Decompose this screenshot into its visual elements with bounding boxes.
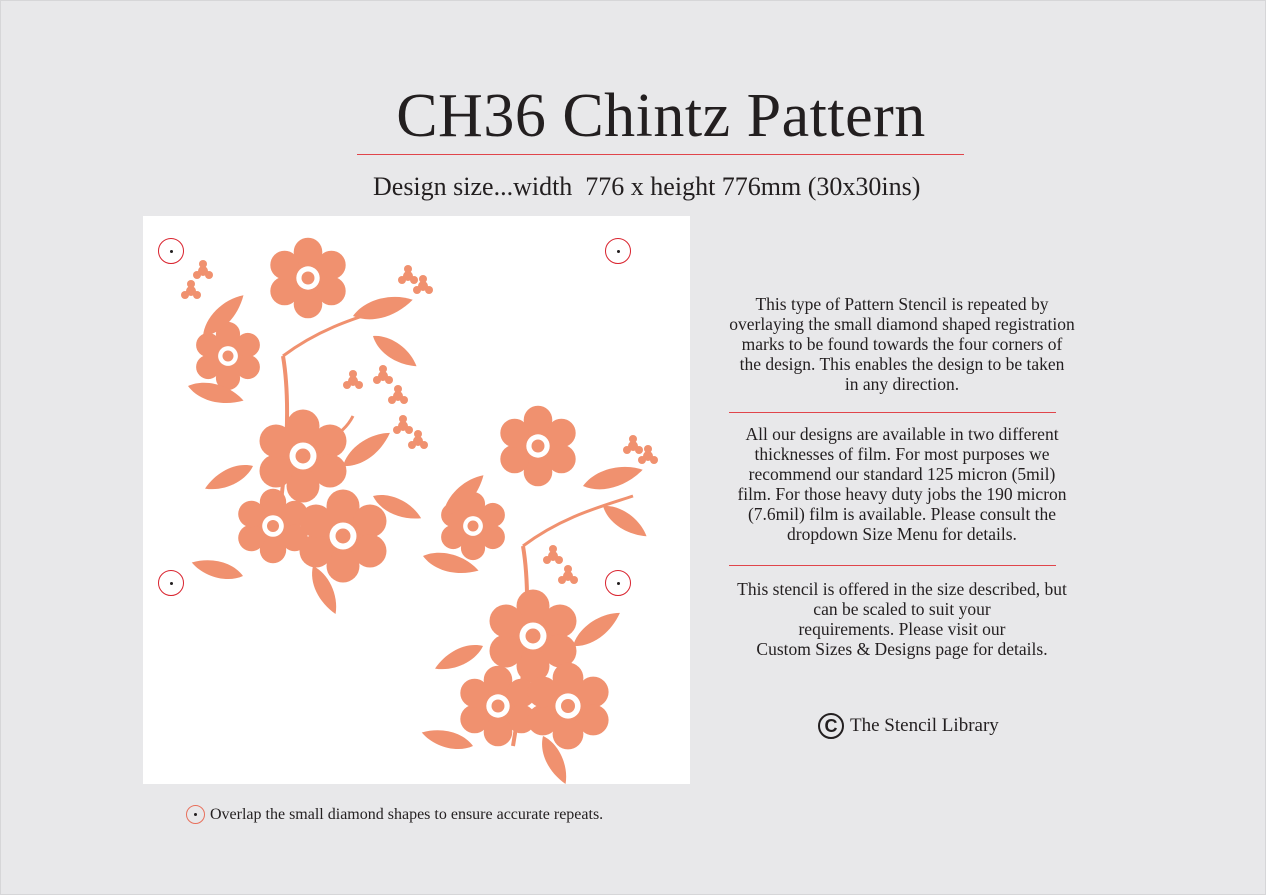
- registration-mark-bottom-left: [158, 570, 184, 596]
- info-paragraph-film: [712, 424, 1092, 544]
- registration-dot-icon: [170, 250, 173, 253]
- registration-mark-top-left: [158, 238, 184, 264]
- registration-dot-icon: [194, 813, 197, 816]
- info-paragraph-sizes: [712, 579, 1092, 659]
- registration-dot-icon: [617, 582, 620, 585]
- page-title: CH36 Chintz Pattern: [396, 82, 926, 150]
- brand-copyright: [818, 710, 999, 742]
- info-paragraph-repeat: [712, 294, 1092, 394]
- info-text-sizes: This stencil is offered in the size described, but can be scaled to suit your requirements. Please visit our Custom Sizes & Designs page for details.: [737, 579, 1067, 659]
- registration-circle-icon: [186, 805, 205, 824]
- info-divider-2: [729, 565, 1056, 566]
- title-divider: [357, 154, 964, 155]
- registration-dot-icon: [170, 582, 173, 585]
- brand-name: The Stencil Library: [850, 715, 999, 736]
- registration-dot-icon: [617, 250, 620, 253]
- stencil-preview-panel: [143, 216, 690, 784]
- copyright-icon: C: [818, 713, 844, 739]
- info-divider-1: [729, 412, 1056, 413]
- footnote: [186, 805, 603, 824]
- registration-mark-bottom-right: [605, 570, 631, 596]
- info-text-film: All our designs are available in two different thicknesses of film. For most purposes we recommend our standard 125 micron (5mil) film. For those heavy duty jobs the 190 micron (7.6mil) film is available. Please consult the dropdown Size Menu for details.: [737, 424, 1067, 544]
- footnote-text: Overlap the small diamond shapes to ensure accurate repeats.: [210, 805, 604, 823]
- registration-mark-top-right: [605, 238, 631, 264]
- info-text-repeat: This type of Pattern Stencil is repeated by overlaying the small diamond shaped registration marks to be found towards the four corners of the design. This enables the design to be taken in any direction.: [729, 294, 1075, 394]
- design-size-subtitle: Design size...width 776 x height 776mm (30x30ins): [373, 172, 921, 201]
- chintz-floral-motif-icon: [143, 216, 690, 784]
